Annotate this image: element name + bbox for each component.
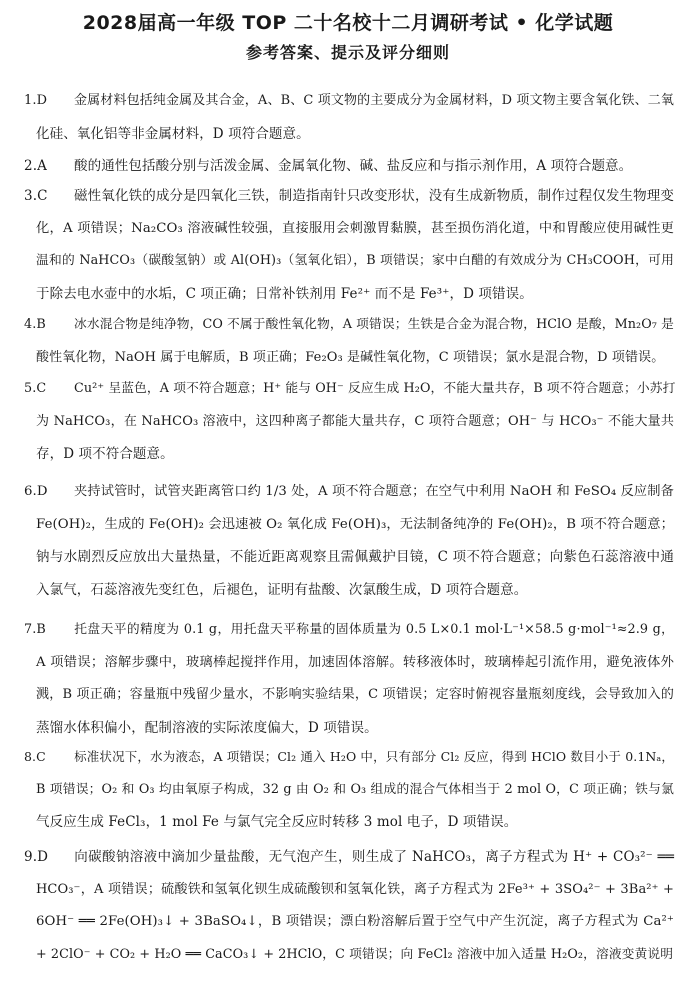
answer-line: [24, 345, 674, 371]
answer-label: 2.A: [24, 158, 47, 174]
answer-item: [24, 312, 674, 377]
answer-text: 磁性氧化铁的成分是四氧化三铁，制造指南针只改变形状，没有生成新物质，制作过程仅发生物理变: [74, 188, 674, 204]
answer-line: [24, 844, 674, 870]
answer-text: 托盘天平的精度为 0.1 g，用托盘天平称量的固体质量为 0.5 L×0.1 mol·L⁻¹×58.5 g·mol⁻¹≈2.9 g，: [74, 622, 674, 637]
answer-label: 3.C: [24, 188, 48, 204]
answer-text: 溅，B 项正确；容量瓶中残留少量水，不影响实验结果，C 项错误；定容时俯视容量瓶刻度线，会导致加入的: [36, 687, 674, 702]
answer-text: 化硅、氧化铝等非金属材料，D 项符合题意。: [36, 125, 310, 142]
answer-line: [24, 744, 674, 770]
answer-line: [24, 809, 674, 835]
answer-line: [24, 909, 674, 935]
answer-text: 入氯气，石蕊溶液先变红色，后褪色，证明有盐酸、次氯酸生成，D 项符合题意。: [36, 581, 528, 598]
answer-text: 于除去电水壶中的水垢，C 项正确；日常补铁剂用 Fe²⁺ 而不是 Fe³⁺，D 项错误。: [36, 285, 533, 302]
answer-item: [24, 88, 674, 153]
answer-item: [24, 183, 674, 313]
answer-text: 6OH⁻ ══ 2Fe(OH)₃↓ + 3BaSO₄↓，B 项错误；漂白粉溶解后置于空气中产生沉淀，离子方程式为 Ca²⁺: [36, 914, 674, 929]
answer-line: [24, 544, 674, 570]
answer-line: [24, 942, 674, 968]
answer-text: 气反应生成 FeCl₃，1 mol Fe 与氯气完全反应时转移 3 mol 电子，D 项错误。: [36, 814, 518, 830]
answer-text: Cu²⁺ 呈蓝色，A 项不符合题意；H⁺ 能与 OH⁻ 反应生成 H₂O，不能大量共存，B 项不符合题意；小苏打: [74, 381, 676, 396]
answer-line: [24, 409, 674, 435]
answer-text: 蒸馏水体积偏小，配制溶液的实际浓度偏大，D 项错误。: [36, 719, 378, 736]
answer-line: [24, 617, 674, 643]
answer-item: [24, 376, 674, 474]
answer-line: [24, 715, 674, 741]
answer-line: [24, 512, 674, 538]
answer-text: Fe(OH)₂，生成的 Fe(OH)₂ 会迅速被 O₂ 氧化成 Fe(OH)₃，无法制备纯净的 Fe(OH)₂，B 项不符合题意；: [36, 516, 674, 532]
answer-line: [24, 479, 674, 505]
answer-label: 7.B: [24, 622, 46, 637]
answer-text: 金属材料包括纯金属及其合金，A、B、C 项文物的主要成分为金属材料，D 项文物主要含氧化铁、二氧: [74, 93, 674, 108]
answer-text: 冰水混合物是纯净物，CO 不属于酸性氧化物，A 项错误；生铁是合金为混合物，HClO 是酸，Mn₂O₇ 是: [74, 317, 675, 332]
answer-text: 向碳酸钠溶液中滴加少量盐酸，无气泡产生，则生成了 NaHCO₃，离子方程式为 H⁺ + CO₃²⁻ ══: [74, 849, 674, 865]
answer-text: 存，D 项不符合题意。: [36, 446, 174, 462]
answer-text: 为 NaHCO₃，在 NaHCO₃ 溶液中，这四种离子都能大量共存，C 项符合题意；OH⁻ 与 HCO₃⁻ 不能大量共: [36, 413, 674, 429]
answer-line: [24, 153, 674, 179]
answer-line: [24, 376, 674, 402]
answer-line: [24, 281, 674, 307]
page-subtitle: 参考答案、提示及评分细则: [245, 43, 450, 62]
answer-item: [24, 479, 674, 609]
answer-label: 1.D: [24, 93, 48, 108]
answer-line: [24, 441, 674, 467]
answer-text: 标准状况下，水为液态，A 项错误；Cl₂ 通入 H₂O 中，只有部分 Cl₂ 反应，得到 HClO 数目小于 0.1Nₐ，: [74, 749, 674, 764]
answer-label: 4.B: [24, 317, 46, 332]
answer-item: [24, 617, 674, 747]
answer-text: + 2ClO⁻ + CO₂ + H₂O ══ CaCO₃↓ + 2HClO，C 项错误；向 FeCl₂ 溶液中加入适量 H₂O₂，溶液变黄说明: [36, 946, 674, 962]
answer-line: [24, 650, 674, 676]
answer-line: [24, 183, 674, 209]
answer-line: [24, 121, 674, 147]
answer-line: [24, 577, 674, 603]
answer-text: B 项错误；O₂ 和 O₃ 均由氧原子构成，32 g 由 O₂ 和 O₃ 组成的混合气体相当于 2 mol O，C 项正确；铁与氯: [36, 781, 674, 797]
answer-line: [24, 88, 674, 114]
answer-text: 钠与水剧烈反应放出大量热量，不能近距离观察且需佩戴护目镜，C 项不符合题意；向紫色石蕊溶液中通: [36, 549, 674, 565]
answer-text: A 项错误；溶解步骤中，玻璃棒起搅拌作用，加速固体溶解。转移液体时，玻璃棒起引流作用，避免液体外: [36, 654, 674, 670]
answer-item: [24, 844, 674, 974]
answer-line: [24, 877, 674, 903]
answer-text: 化，A 项错误；Na₂CO₃ 溶液碱性较强，直接服用会刺激胃黏膜，甚至损伤消化道，中和胃酸应使用碱性更: [36, 220, 674, 236]
answer-label: 9.D: [24, 849, 49, 865]
answer-text: 酸性氧化物，NaOH 属于电解质，B 项正确；Fe₂O₃ 是碱性氧化物，C 项错误；氯水是混合物，D 项错误。: [36, 349, 665, 365]
answer-line: [24, 216, 674, 242]
answer-item: [24, 744, 674, 842]
answer-label: 8.C: [24, 749, 46, 764]
answer-line: [24, 312, 674, 338]
answer-item: [24, 153, 674, 186]
answer-line: [24, 248, 674, 274]
answer-label: 5.C: [24, 381, 47, 396]
answer-text: 温和的 NaHCO₃（碳酸氢钠）或 Al(OH)₃（氢氧化铝），B 项错误；家中白醋的有效成分为 CH₃COOH，可用: [36, 253, 674, 268]
answer-text: 酸的通性包括酸分别与活泼金属、金属氧化物、碱、盐反应和与指示剂作用，A 项符合题意。: [74, 158, 633, 174]
answer-text: 夹持试管时，试管夹距离管口约 1/3 处，A 项不符合题意；在空气中利用 NaOH 和 FeSO₄ 反应制备: [74, 484, 674, 499]
answer-line: [24, 682, 674, 708]
answer-label: 6.D: [24, 484, 48, 499]
answer-line: [24, 777, 674, 803]
page-title: 2028届高一年级 TOP 二十名校十二月调研考试 • 化学试题: [82, 12, 614, 34]
answer-text: HCO₃⁻，A 项错误；硫酸铁和氢氧化钡生成硫酸钡和氢氧化铁，离子方程式为 2Fe³⁺ + 3SO₄²⁻ + 3Ba²⁺ +: [36, 881, 674, 897]
